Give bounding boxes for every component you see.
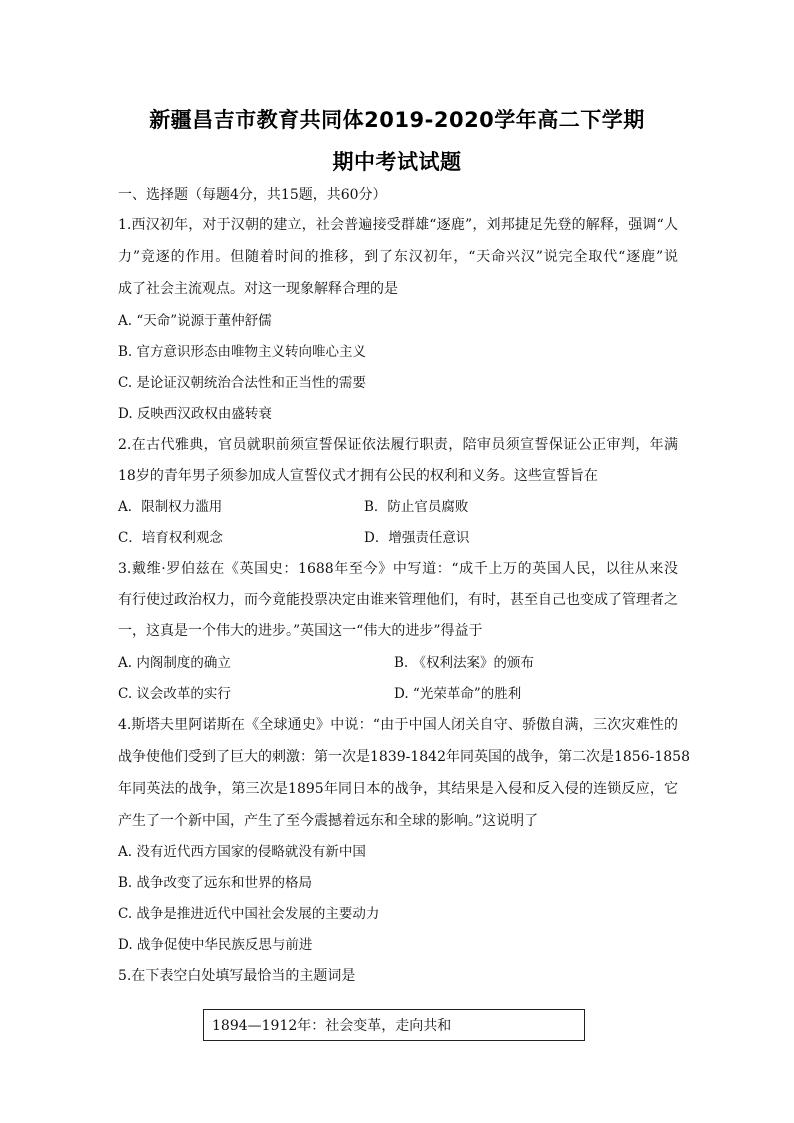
question-1-text-line: 成了社会主流观点。对这一现象解释合理的是 (118, 281, 398, 297)
question-4-text-line: 年同英法的战争，第三次是1895年同日本的战争，其结果是入侵和反入侵的连锁反应，它 (118, 781, 678, 797)
question-2-option-c: C．培育权利观念 (118, 530, 223, 546)
question-3-text-line: 有行使过政治权力，而今竟能投票决定由谁来管理他们，有时，甚至自己也变成了管理者之 (118, 592, 678, 608)
question-4-option-b: B. 战争改变了远东和世界的格局 (118, 875, 313, 891)
question-3-text-line: 一，这真是一个伟大的进步。”英国这一“伟大的进步”得益于 (118, 623, 483, 639)
exam-subtitle: 期中考试试题 (332, 150, 462, 174)
question-1-option-b: B. 官方意识形态由唯物主义转向唯心主义 (118, 344, 367, 360)
question-4-option-d: D. 战争促使中华民族反思与前进 (118, 937, 313, 953)
question-4-text-line: 4.斯塔夫里阿诺斯在《全球通史》中说：“由于中国人闭关自守、骄傲自满，三次灾难性的 (118, 717, 678, 733)
question-1-option-d: D. 反映西汉政权由盛转衰 (118, 406, 272, 422)
question-1-text-line: 力”竞逐的作用。但随着时间的推移，到了东汉初年，“天命兴汉”说完全取代“逐鹿”说 (118, 249, 678, 265)
question-2-option-a: A．限制权力滥用 (118, 499, 223, 515)
question-2-option-b: B．防止官员腐败 (364, 499, 469, 515)
question-3-text-line: 3.戴维·罗伯兹在《英国史：1688年至今》中写道：“成千上万的英国人民，以往从来没 (118, 561, 678, 577)
question-4-option-a: A. 没有近代西方国家的侵略就没有新中国 (118, 844, 366, 860)
question-3-option-d: D. “光荣革命”的胜利 (394, 686, 522, 702)
question-4-text-line: 战争使他们受到了巨大的刺激：第一次是1839-1842年同英国的战争，第二次是1856-1858 (118, 749, 690, 765)
question-1-option-a: A. “天命”说源于董仲舒儒 (118, 313, 272, 329)
question-1-option-c: C. 是论证汉朝统治合法性和正当性的需要 (118, 375, 366, 391)
question-2-text-line: 18岁的青年男子须参加成人宣誓仪式才拥有公民的权利和义务。这些宣誓旨在 (118, 468, 598, 484)
table-cell: 1894—1912年：社会变革，走向共和 (212, 1018, 452, 1034)
section-heading: 一、选择题（每题4分，共15题，共60分） (118, 187, 387, 203)
question-5-text-line: 5.在下表空白处填写最恰当的主题词是 (118, 968, 356, 984)
question-4-text-line: 产生了一个新中国，产生了至今震撼着远东和全球的影响。”这说明了 (118, 813, 539, 829)
exam-title: 新疆昌吉市教育共同体2019-2020学年高二下学期 (149, 108, 645, 132)
question-3-option-b: B. 《权利法案》的颁布 (394, 655, 535, 671)
question-2-option-d: D．增强责任意识 (364, 530, 470, 546)
question-3-option-a: A. 内阁制度的确立 (118, 655, 231, 671)
question-3-option-c: C. 议会改革的实行 (118, 686, 231, 702)
question-1-text-line: 1.西汉初年，对于汉朝的建立，社会普遍接受群雄“逐鹿”，刘邦捷足先登的解释，强调“人 (118, 217, 678, 233)
question-4-option-c: C. 战争是推进近代中国社会发展的主要动力 (118, 906, 380, 922)
question-2-text-line: 2.在古代雅典，官员就职前须宣誓保证依法履行职责，陪审员须宣誓保证公正审判，年满 (118, 437, 678, 453)
question-5-table (203, 1009, 585, 1041)
